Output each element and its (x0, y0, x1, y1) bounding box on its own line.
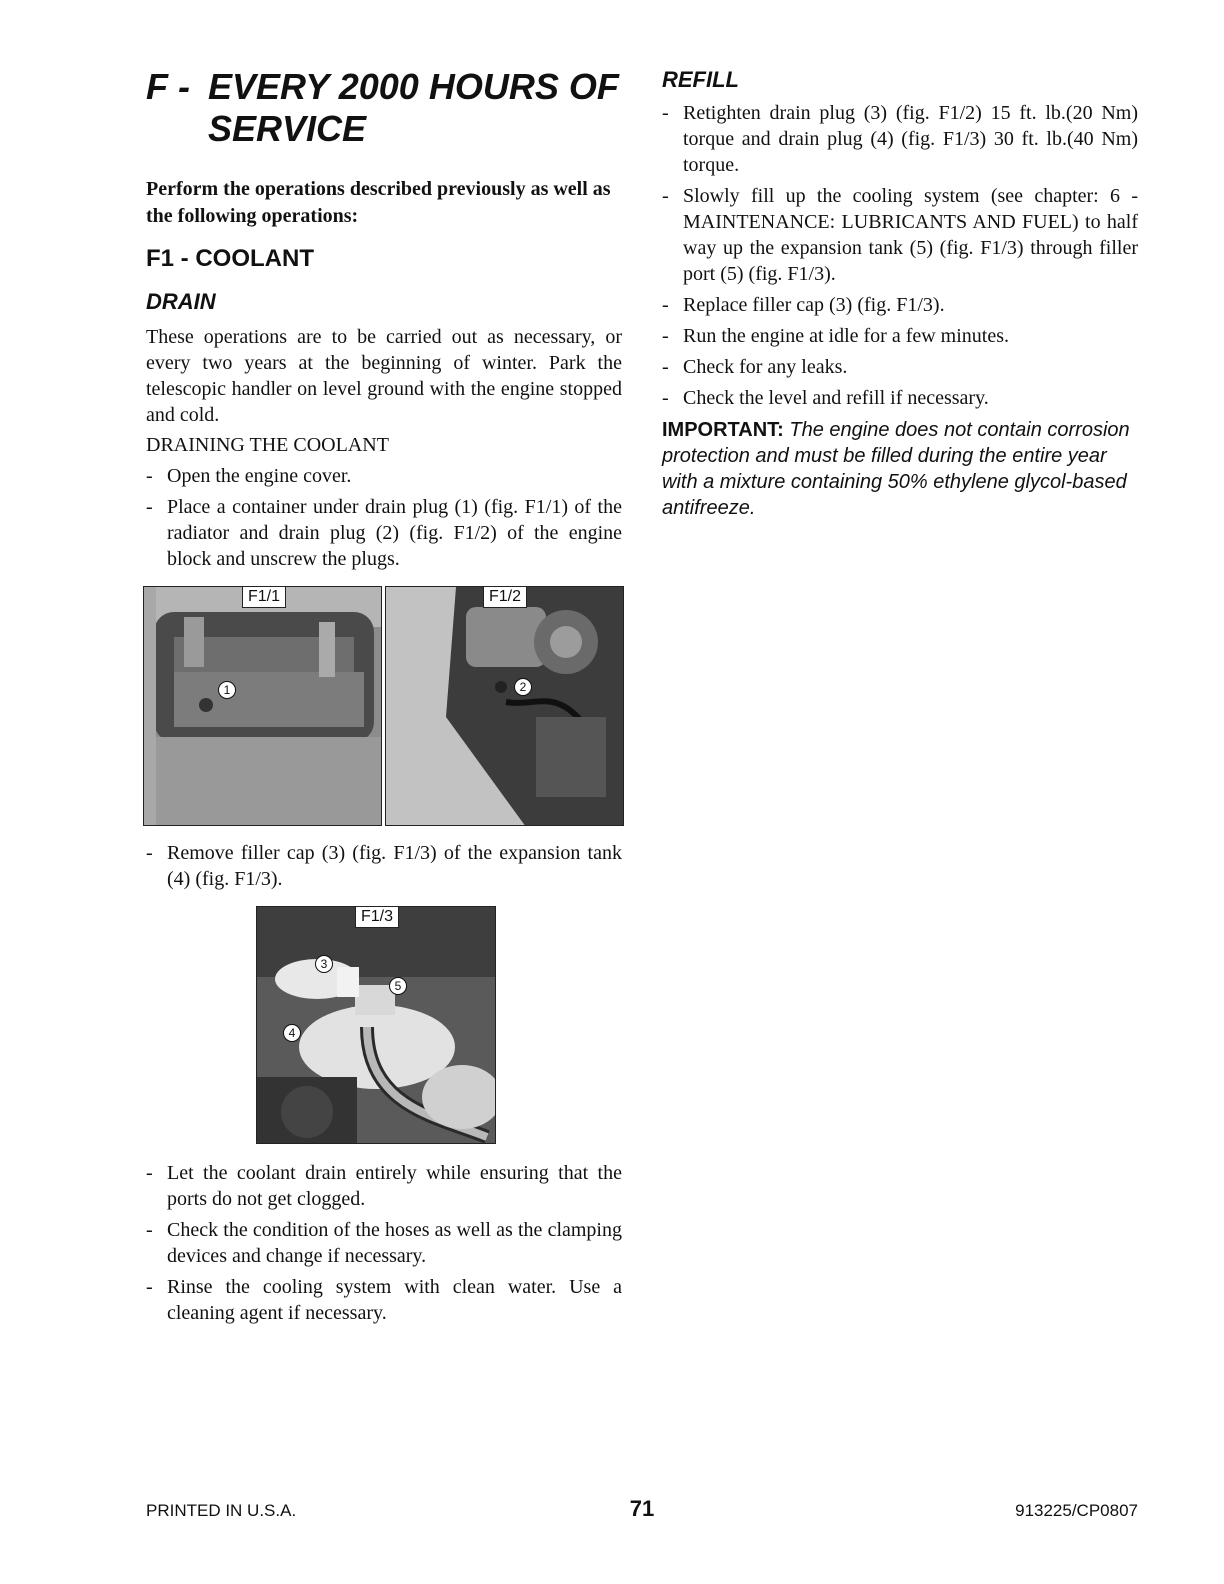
drain-subheading: DRAINING THE COOLANT (146, 434, 389, 456)
figure-f1-1 (143, 586, 382, 826)
list-item: - Check the condition of the hoses as well as the clamping devices and change if necessary. (146, 1217, 622, 1269)
drain-heading: DRAIN (146, 289, 216, 314)
list-item: - Place a container under drain plug (1) (fig. F1/1) of the radiator and drain plug (2) (fig. F1/2) of the engine block and unscrew the plugs. (146, 494, 622, 572)
list-item: - Slowly fill up the cooling system (see chapter: 6 - MAINTENANCE: LUBRICANTS AND FUEL) to half way up the expansion tank (5) (fig. F1/3) through filler port (5) (fig. F1/3). (662, 183, 1138, 287)
callout-marker: 3 (315, 955, 333, 973)
document-code: 913225/CP0807 (1015, 1501, 1138, 1520)
list-item: - Open the engine cover. (146, 463, 622, 489)
list-item: - Check the level and refill if necessary. (662, 385, 1138, 411)
figure-f1-3 (256, 906, 496, 1144)
list-item: - Rinse the cooling system with clean water. Use a cleaning agent if necessary. (146, 1274, 622, 1326)
drain-steps-list-3 (146, 1160, 622, 1326)
title-line-1: EVERY 2000 HOURS OF (208, 66, 619, 107)
drain-steps-list-2 (146, 840, 622, 892)
list-item: - Check for any leaks. (662, 354, 1138, 380)
figure-label: F1/1 (242, 586, 286, 608)
title-line-2: SERVICE (208, 108, 367, 149)
callout-marker: 2 (514, 678, 532, 696)
list-item: - Let the coolant drain entirely while ensuring that the ports do not get clogged. (146, 1160, 622, 1212)
list-item: - Run the engine at idle for a few minutes. (662, 323, 1138, 349)
page-number: 71 (629, 1496, 655, 1521)
list-item: - Replace filler cap (3) (fig. F1/3). (662, 292, 1138, 318)
figure-row-1 (146, 586, 622, 826)
callout-marker: 5 (389, 977, 407, 995)
important-text: The engine does not contain corrosion protection and must be filled during the entire year with a mixture containing 50% ethylene glycol-based antifreeze. (662, 419, 1130, 519)
drain-paragraph: These operations are to be carried out as necessary, or every two years at the beginning of winter. Park the telescopic handler on level ground with the engine stopped and cold. (146, 326, 622, 426)
footer-print-note: PRINTED IN U.S.A. (146, 1501, 297, 1520)
intro-text: Perform the operations described previously as well as the following operations: (146, 178, 611, 227)
callout-marker: 4 (283, 1024, 301, 1042)
figure-label: F1/3 (355, 906, 399, 928)
list-item: - Retighten drain plug (3) (fig. F1/2) 15 ft. lb.(20 Nm) torque and drain plug (4) (fig. F1/3) 30 ft. lb.(40 Nm) torque. (662, 100, 1138, 178)
radiator-photo (144, 587, 382, 826)
right-column (662, 66, 1138, 521)
page-title (146, 66, 622, 150)
left-column (146, 66, 622, 1326)
refill-heading: REFILL (662, 67, 739, 92)
drain-steps-list-1 (146, 463, 622, 572)
figure-row-2 (146, 906, 622, 1144)
figure-label: F1/2 (483, 586, 527, 608)
section-heading: F1 - COOLANT (146, 245, 314, 272)
refill-steps-list (662, 100, 1138, 411)
important-note (662, 417, 1138, 521)
callout-marker: 1 (218, 681, 236, 699)
title-prefix: F - (146, 66, 190, 107)
engine-block-photo (386, 587, 624, 826)
list-item: - Remove filler cap (3) (fig. F1/3) of the expansion tank (4) (fig. F1/3). (146, 840, 622, 892)
figure-f1-2 (385, 586, 624, 826)
important-label: IMPORTANT: (662, 419, 784, 441)
